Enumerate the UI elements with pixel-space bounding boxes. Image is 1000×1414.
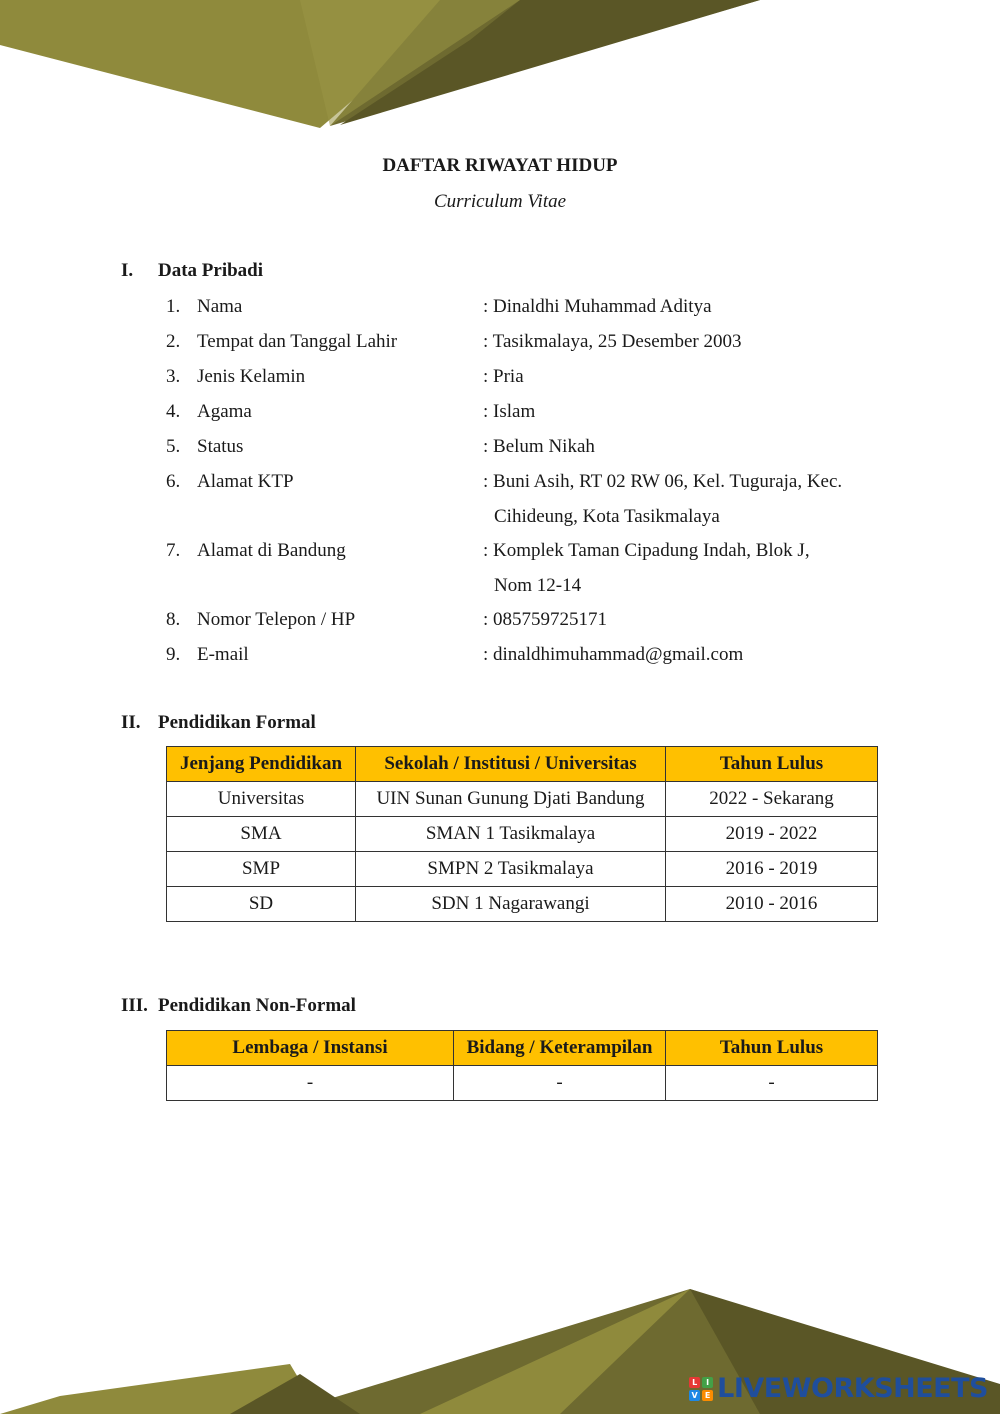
item-label: Tempat dan Tanggal Lahir — [197, 331, 398, 352]
list-item-jenis-kelamin — [0, 359, 1000, 394]
logo-letter: E — [702, 1390, 713, 1401]
table-row — [167, 1066, 878, 1101]
logo-letter: I — [702, 1377, 713, 1388]
section-title: Data Pribadi — [158, 260, 264, 281]
header-decoration — [0, 0, 1000, 140]
item-label: Jenis Kelamin — [197, 366, 306, 387]
table-cell: Universitas — [167, 782, 356, 817]
document-title: DAFTAR RIWAYAT HIDUP — [382, 155, 618, 176]
item-number: 2. — [166, 331, 181, 352]
item-number: 7. — [166, 540, 181, 561]
table-header-row — [167, 1031, 878, 1066]
section-heading-formal-education — [121, 712, 316, 734]
item-label: Alamat di Bandung — [197, 540, 346, 561]
liveworksheets-logo[interactable] — [689, 1373, 988, 1404]
section-title: Pendidikan Non-Formal — [158, 995, 356, 1016]
list-item-nama — [0, 289, 1000, 324]
column-header-level: Jenjang Pendidikan — [167, 747, 356, 782]
item-number: 3. — [166, 366, 181, 387]
list-item-alamat-ktp — [0, 464, 1000, 534]
item-value: : Dinaldhi Muhammad Aditya — [483, 296, 712, 317]
item-label: Status — [197, 436, 244, 457]
table-row — [167, 887, 878, 922]
item-label: Alamat KTP — [197, 471, 294, 492]
column-header-year: Tahun Lulus — [666, 747, 878, 782]
item-label: Nama — [197, 296, 243, 317]
section-heading-nonformal-education — [121, 995, 356, 1017]
list-item-ttl — [0, 324, 1000, 359]
item-label: Nomor Telepon / HP — [197, 609, 356, 630]
section-number: II. — [121, 712, 141, 733]
list-item-alamat-bandung — [0, 533, 1000, 603]
table-row — [167, 782, 878, 817]
table-cell: - — [167, 1066, 454, 1101]
section-heading-personal-data — [121, 260, 263, 282]
column-header-institution: Lembaga / Instansi — [167, 1031, 454, 1066]
table-cell: SDN 1 Nagarawangi — [356, 887, 666, 922]
item-value: : Komplek Taman Cipadung Indah, Blok J, — [483, 540, 810, 561]
column-header-institution: Sekolah / Institusi / Universitas — [356, 747, 666, 782]
logo-letter: V — [689, 1390, 700, 1401]
item-number: 8. — [166, 609, 181, 630]
item-value: : dinaldhimuhammad@gmail.com — [483, 644, 744, 665]
table-cell: UIN Sunan Gunung Djati Bandung — [356, 782, 666, 817]
list-item-telepon — [0, 602, 1000, 637]
item-number: 1. — [166, 296, 181, 317]
list-item-email — [0, 637, 1000, 672]
item-value: : Pria — [483, 366, 524, 387]
table-row — [167, 817, 878, 852]
formal-education-table — [166, 746, 878, 922]
table-cell: 2022 - Sekarang — [666, 782, 878, 817]
item-value: : Belum Nikah — [483, 436, 595, 457]
section-title: Pendidikan Formal — [158, 712, 316, 733]
table-cell: 2016 - 2019 — [666, 852, 878, 887]
item-number: 4. — [166, 401, 181, 422]
table-cell: SMA — [167, 817, 356, 852]
table-header-row — [167, 747, 878, 782]
item-value-continued: Cihideung, Kota Tasikmalaya — [494, 506, 720, 527]
table-cell: SD — [167, 887, 356, 922]
logo-mark-icon — [689, 1377, 713, 1401]
item-number: 9. — [166, 644, 181, 665]
item-value-continued: Nom 12-14 — [494, 575, 582, 596]
item-value: : Tasikmalaya, 25 Desember 2003 — [483, 331, 742, 352]
table-cell: - — [454, 1066, 666, 1101]
column-header-year: Tahun Lulus — [666, 1031, 878, 1066]
logo-letter: L — [689, 1377, 700, 1388]
list-item-status — [0, 429, 1000, 464]
nonformal-education-table — [166, 1030, 878, 1101]
section-number: III. — [121, 995, 148, 1016]
table-cell: 2010 - 2016 — [666, 887, 878, 922]
table-cell: SMPN 2 Tasikmalaya — [356, 852, 666, 887]
item-label: E-mail — [197, 644, 249, 665]
table-cell: SMP — [167, 852, 356, 887]
item-value: : Buni Asih, RT 02 RW 06, Kel. Tuguraja, Kec. — [483, 471, 843, 492]
table-cell: SMAN 1 Tasikmalaya — [356, 817, 666, 852]
logo-text: LIVEWORKSHEETS — [717, 1373, 988, 1404]
table-cell: 2019 - 2022 — [666, 817, 878, 852]
list-item-agama — [0, 394, 1000, 429]
table-cell: - — [666, 1066, 878, 1101]
section-number: I. — [121, 260, 134, 281]
item-value: : 085759725171 — [483, 609, 608, 630]
item-label: Agama — [197, 401, 252, 422]
column-header-field: Bidang / Keterampilan — [454, 1031, 666, 1066]
item-number: 5. — [166, 436, 181, 457]
item-number: 6. — [166, 471, 181, 492]
table-row — [167, 852, 878, 887]
item-value: : Islam — [483, 401, 536, 422]
document-subtitle: Curriculum Vitae — [433, 191, 567, 212]
